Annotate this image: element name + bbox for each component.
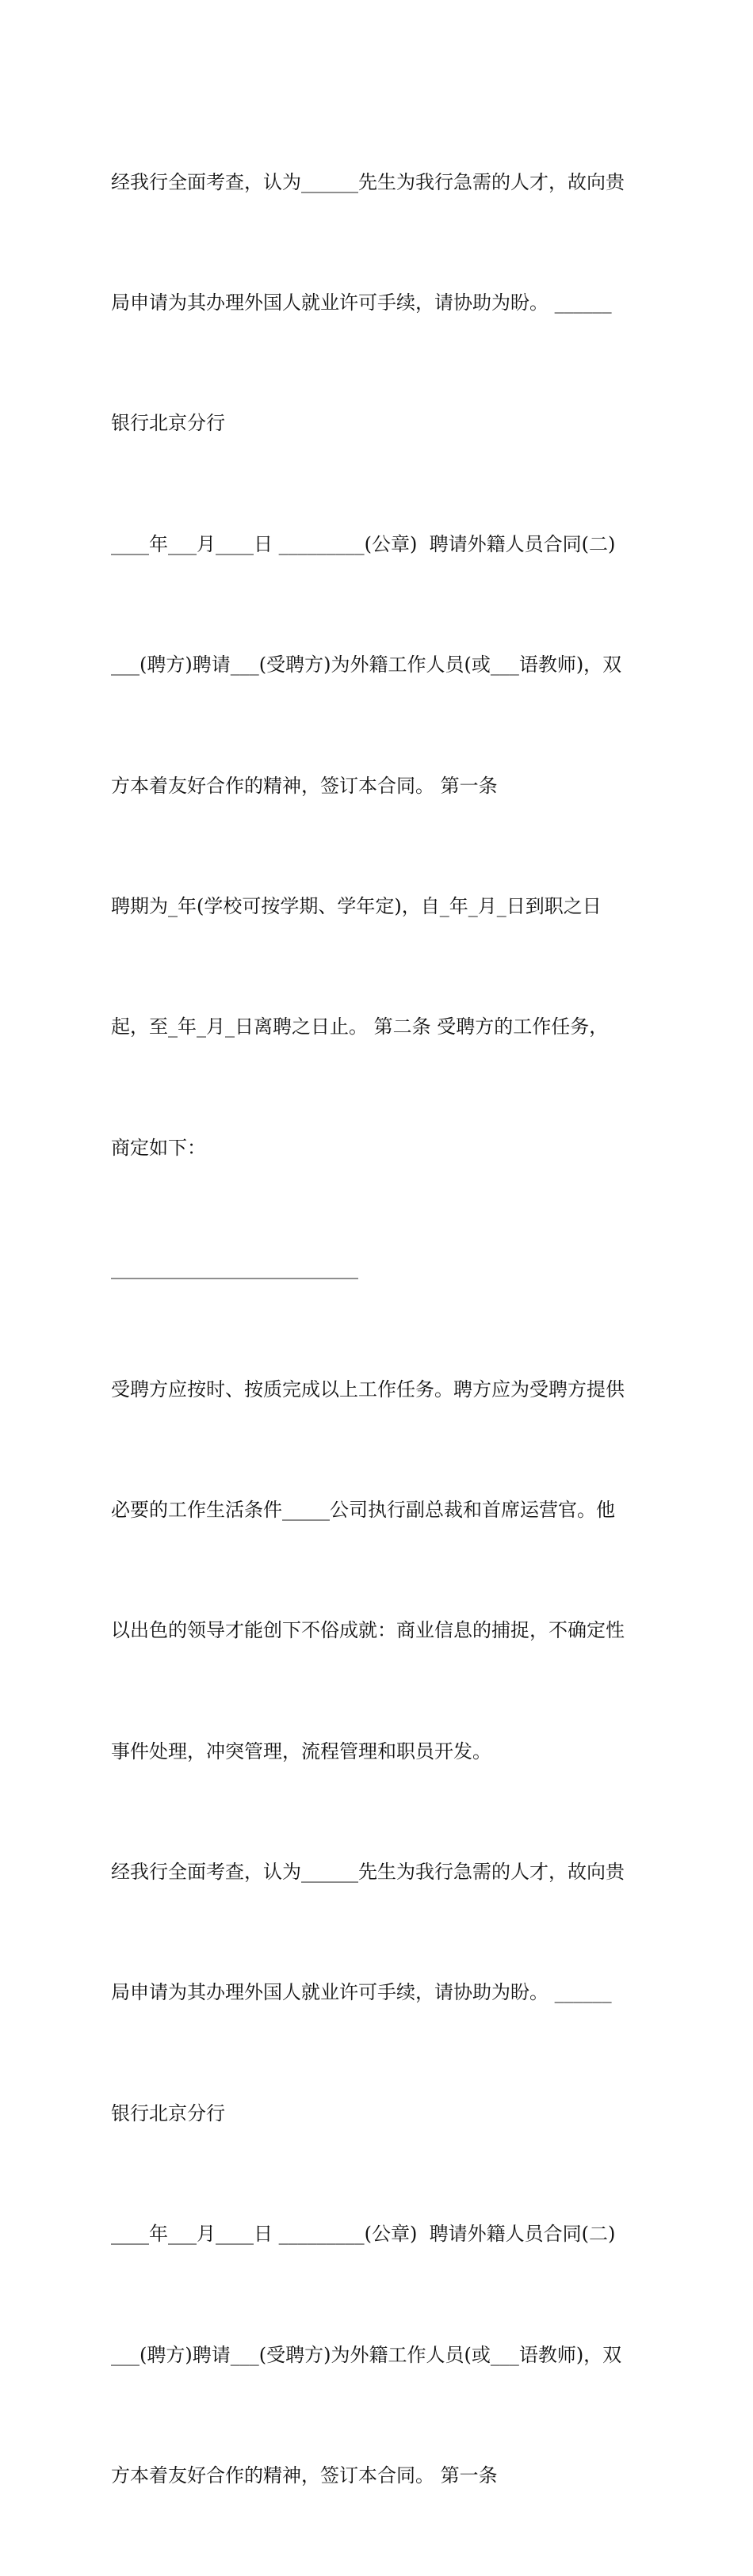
document-line: 事件处理，冲突管理，流程管理和职员开发。 [111,1740,491,1762]
document-line: __________________________ [111,1257,358,1280]
document-line: 经我行全面考查，认为______先生为我行急需的人才，故向贵 [111,1861,625,1884]
document-line: ___(聘方)聘请___(受聘方)为外籍工作人员(或___语教师)，双 [111,654,622,676]
document-body [111,82,658,2576]
document-line: 起，至_年_月_日离聘之日止。 第二条 受聘方的工作任务， [111,1016,609,1038]
document-line: 银行北京分行 [111,412,225,435]
document-line: 聘期为_年(学校可按学期、学年定)，自_年_月_日到职之日 [111,894,602,917]
document-line: 银行北京分行 [111,2102,225,2124]
document-line: 受聘方应按时、按质完成以上工作任务。聘方应为受聘方提供 [111,1378,625,1400]
document-line: 必要的工作生活条件_____公司执行副总裁和首席运营官。他 [111,1498,615,1521]
document-line: ____年___月____日 _________(公章) 聘请外籍人员合同(二) [111,532,616,555]
document-line: ___(聘方)聘请___(受聘方)为外籍工作人员(或___语教师)，双 [111,2343,622,2366]
document-line: 经我行全面考查，认为______先生为我行急需的人才，故向贵 [111,170,625,193]
document-line: 方本着友好合作的精神，签订本合同。 第一条 [111,2464,498,2487]
document-line: 局申请为其办理外国人就业许可手续，请协助为盼。 ______ [111,1981,612,2004]
document-line: 以出色的领导才能创下不俗成就：商业信息的捕捉，不确定性 [111,1619,625,1642]
document-line: 商定如下： [111,1136,206,1159]
document-line: 局申请为其办理外国人就业许可手续，请协助为盼。 ______ [111,291,612,314]
document-line: ____年___月____日 _________(公章) 聘请外籍人员合同(二) [111,2223,616,2246]
document-line: 方本着友好合作的精神，签订本合同。 第一条 [111,774,498,797]
